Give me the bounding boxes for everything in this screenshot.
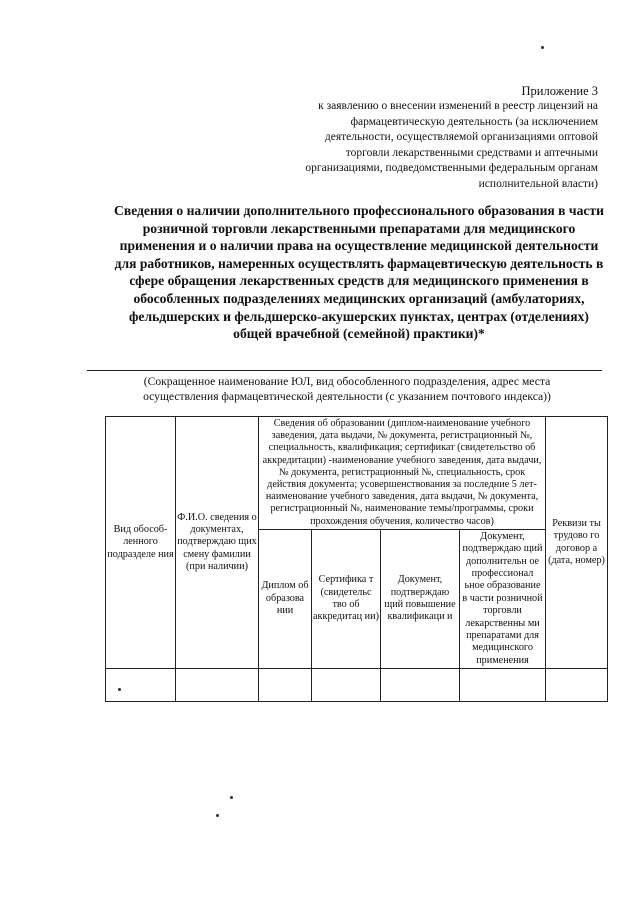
scan-speck [216,814,219,817]
subheader-additional-education-document: Документ, подтверждаю щий дополнительн ое профессионал ьное образование в части розничной торговли лекарственны ми препаратами для медицинского применения [460,529,546,668]
education-table [105,416,608,702]
table-cell [381,669,460,702]
document-heading: Сведения о наличии дополнительного профессионального образования в части розничной торговли лекарственными препаратами для медицинского применения и о наличии права на осуществление медицинской деятельности для работников, намеренных осуществлять фармацевтическую деятельность в сфере обращения лекарственных средств для медицинского применения в обособленных подразделениях медицинских организаций (амбулаториях, фельдшерских и фельдшерско-акушерских пунктах, центрах (отделениях) общей врачебной (семейной) практики)* [114,203,604,342]
header-education-info: Сведения об образовании (диплом-наименование учебного заведения, дата выдачи, № документа, регистрационный №, специальность, квалификация; сертификат (свидетельство об аккредитации) -наименование учебного заведения, дата выдачи, № документа, регистрационный №, специальность, срок действия документа; усовершенствования за последние 5 лет-наименование учебного заведения, дата выдачи, № документа, регистрационный №, наименование темы/программы, сроки прохождения обучения, количество часов) [259,417,546,530]
annex-title: Приложение 3 [521,84,598,98]
fill-in-caption: (Сокращенное наименование ЮЛ, вид обособленного подразделения, адрес места осуществления фармацевтической деятельности (с указанием почтового индекса)) [143,375,551,403]
annex-line: торговли лекарственными средствами и аптечными [345,146,598,159]
table-cell [176,669,259,702]
table-cell [259,669,312,702]
subheader-diploma: Диплом об образова нии [259,529,312,668]
table-header-row [106,417,608,530]
annex-line: фармацевтическую деятельность (за исключением [350,115,598,128]
header-fio: Ф.И.О. сведения о документах, подтверждаю щих смену фамилии (при наличии) [176,417,259,669]
header-employment-contract: Реквизи ты трудово го договор а (дата, номер) [546,417,608,669]
scan-speck [230,796,233,799]
annex-block [268,84,598,192]
subheader-certificate: Сертифика т (свидетельс тво об аккредитац ии) [312,529,381,668]
annex-line: к заявлению о внесении изменений в реестр лицензий на [318,100,598,112]
annex-line: деятельности, осуществляемой организациями оптовой [324,131,598,143]
scan-speck [541,46,544,49]
table-cell [460,669,546,702]
table-row [106,669,608,702]
table-cell [312,669,381,702]
annex-line: исполнительной власти) [478,177,598,190]
subheader-qualification-document: Документ, подтверждаю щий повышение квалификаци и [381,529,460,668]
fill-in-line [87,370,602,371]
header-division-type: Вид обособ-ленного подразделе ния [106,417,176,669]
annex-line: организациями, подведомственными федеральным органам [305,162,598,174]
scan-speck [118,688,121,691]
table-cell [546,669,608,702]
table-cell [106,669,176,702]
